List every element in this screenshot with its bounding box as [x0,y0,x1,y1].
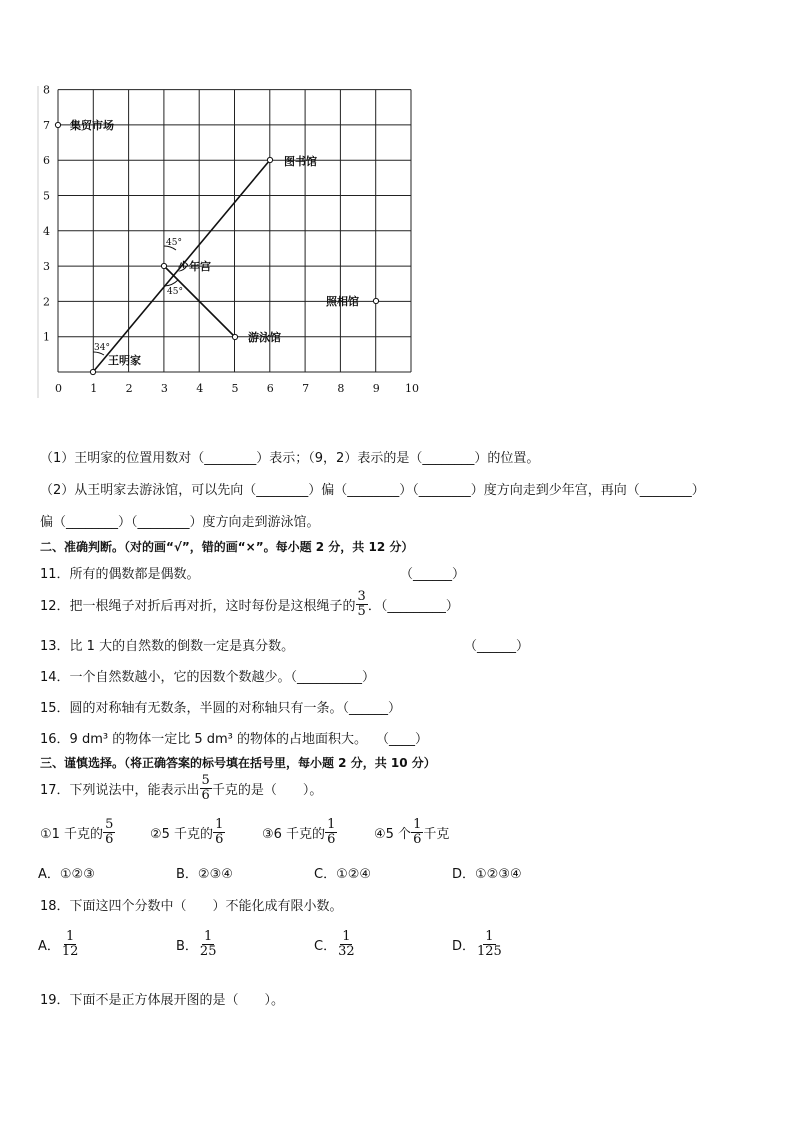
x-tick-label: 8 [337,382,345,395]
fraction-numerator: 3 [357,589,366,604]
x-tick-label: 2 [125,382,133,395]
section-2-title: 二、准确判断。（对的画“√”，错的画“×”。每小题 2 分，共 12 分） [40,540,414,554]
y-tick-label: 2 [43,295,50,309]
fraction [336,930,357,958]
coordinate-map [30,80,430,410]
fraction [475,930,504,958]
q18-option-d [452,930,504,958]
x-tick-label: 1 [90,382,98,395]
y-tick-label: 6 [43,154,50,168]
fraction-denominator: 6 [201,787,210,803]
fraction-numerator: 5 [201,773,210,788]
fraction-denominator: 6 [413,831,422,847]
fraction-denominator: 6 [105,831,114,847]
point-market [55,122,60,127]
label-home: 王明家 [108,354,141,367]
q17-statement-2 [150,818,225,846]
question-16: 16．9 dm³ 的物体一定比 5 dm³ 的物体的占地面积大。 [40,732,367,747]
y-axis-ticks [43,84,50,344]
label-angle-youth-upper: 45° [166,238,182,248]
option-label: A． [38,938,60,954]
answer-blank-16: （____） [376,732,429,747]
fraction-denominator: 32 [338,943,355,959]
fraction [325,818,337,846]
fraction-numerator: 1 [204,929,213,944]
y-tick-label: 1 [43,330,50,344]
statement-text: ④5 个 [374,826,412,842]
option-label: D． [452,938,476,954]
question-11: 11．所有的偶数都是偶数。 [40,567,200,582]
point-home [90,369,95,374]
fraction-3-5 [356,590,368,618]
y-tick-label: 3 [43,260,50,274]
question-19: 19．下面不是正方体展开图的是（ ）。 [40,993,285,1008]
x-tick-label: 3 [160,382,168,395]
fraction [411,818,423,846]
q17-statement-4 [374,818,449,846]
fraction-numerator: 1 [215,817,224,832]
y-tick-label: 5 [43,189,50,203]
question-17-text: 17．下列说法中，能表示出 [40,782,200,798]
question-map-part2-line2: 偏（________）（________）度方向走到游泳馆。 [40,515,320,530]
point-photo-studio [373,298,378,303]
question-12-text: 12．把一根绳子对折后再对折，这时每份是这根绳子的 [40,598,356,614]
x-tick-label: 9 [372,382,380,395]
question-12 [40,590,459,618]
q17-statement-3 [262,818,337,846]
fraction-5-6 [200,774,212,802]
label-library: 图书馆 [284,155,317,168]
y-tick-label: 8 [43,83,50,97]
statement-text: ③6 千克的 [262,826,326,842]
q18-option-b [176,930,218,958]
label-pool: 游泳馆 [248,331,281,344]
label-youth-palace: 少年宫 [178,260,211,273]
answer-blank-12: ．（_________） [367,598,459,614]
fraction [60,930,81,958]
q17-option-c: C．①②④ [314,867,372,882]
y-tick-label: 4 [43,224,50,238]
fraction-numerator: 1 [342,929,351,944]
answer-blank-13: （______） [464,639,530,654]
fraction [103,818,115,846]
label-angle-home: 34° [94,343,110,353]
x-tick-label: 0 [55,382,62,395]
fraction-numerator: 5 [105,817,114,832]
x-tick-label: 7 [302,382,310,395]
q17-statement-1 [40,818,115,846]
point-library [267,157,272,162]
q18-option-a [38,930,80,958]
fraction-numerator: 1 [327,817,336,832]
label-angle-youth-lower: 45° [167,287,183,297]
x-tick-label: 6 [266,382,274,395]
section-3-title: 三、谨慎选择。（将正确答案的标号填在括号里，每小题 2 分，共 10 分） [40,756,436,770]
fraction-denominator: 25 [199,943,217,959]
question-map-part1: （1）王明家的位置用数对（________）表示；（9，2）表示的是（________）的位置。 [40,451,540,466]
y-tick-label: 7 [43,118,50,132]
option-label: C． [314,938,337,954]
question-13: 13．比 1 大的自然数的倒数一定是真分数。 [40,639,295,654]
question-14: 14．一个自然数越小，它的因数个数越少。（__________） [40,670,376,685]
question-18: 18．下面这四个分数中（ ）不能化成有限小数。 [40,899,343,914]
question-17 [40,774,322,802]
fraction-numerator: 1 [485,929,494,944]
statement-text: ②5 千克的 [150,826,214,842]
question-17-text-end: 千克的是（ ）。 [211,782,323,798]
x-axis-ticks [55,382,419,395]
q18-option-c [314,930,357,958]
fraction-denominator: 12 [61,943,79,959]
label-market: 集贸市场 [70,119,114,132]
q17-option-a: A．①②③ [38,867,95,882]
x-tick-label: 5 [231,382,239,395]
point-youth-palace [161,263,166,268]
label-photo-studio: 照相馆 [326,295,359,308]
statement-text: ①1 千克的 [40,826,104,842]
q17-option-b: B．②③④ [176,867,233,882]
answer-blank-11: （______） [400,567,466,582]
fraction-denominator: 6 [327,831,336,847]
point-pool [232,334,237,339]
q17-option-d: D．①②③④ [452,867,522,882]
statement-unit: 千克 [423,826,450,842]
question-map-part2-line1: （2）从王明家去游泳馆，可以先向（________）偏（________）（________）度方向走到少年宫，再向（________） [40,483,705,498]
fraction [213,818,225,846]
fraction-numerator: 1 [413,817,422,832]
option-label: B． [176,938,198,954]
fraction-denominator: 5 [357,603,366,619]
question-15: 15．圆的对称轴有无数条，半圆的对称轴只有一条。（______） [40,701,402,716]
x-tick-label: 4 [196,382,204,395]
x-tick-label: 10 [405,382,419,395]
fraction [198,930,219,958]
fraction-denominator: 125 [477,943,502,959]
fraction-numerator: 1 [66,929,75,944]
fraction-denominator: 6 [215,831,224,847]
